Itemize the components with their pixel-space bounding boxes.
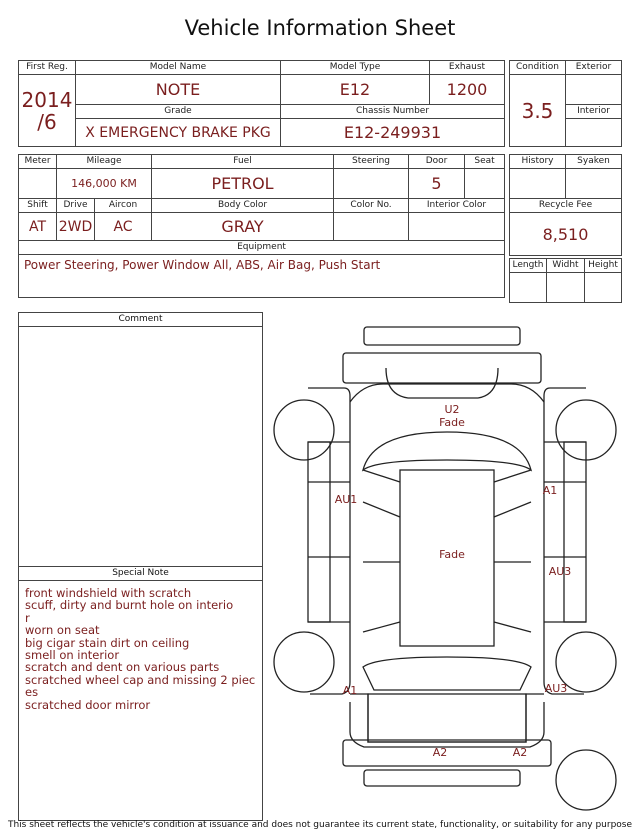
equipment-label: Equipment xyxy=(19,241,505,255)
first-reg-label: First Reg. xyxy=(19,61,76,75)
special-note-line: scratched door mirror xyxy=(25,697,151,712)
mark-roof-rear-code: U2 xyxy=(444,403,460,416)
condition-label: Condition xyxy=(510,61,566,75)
rear-bumper xyxy=(364,327,520,345)
steering-value xyxy=(334,169,409,199)
spare-wheel xyxy=(556,750,616,810)
meter-value xyxy=(19,169,57,199)
special-note-line: r xyxy=(25,610,30,625)
hood-outline xyxy=(350,694,544,742)
left-side-panel xyxy=(308,442,330,622)
rear-window xyxy=(363,432,531,470)
condition-value: 3.5 xyxy=(510,75,566,147)
mileage-label: Mileage xyxy=(57,155,152,169)
rear-left-wheel xyxy=(274,400,334,460)
body-top-outline xyxy=(350,384,544,402)
left-cabin-lines xyxy=(363,502,400,632)
special-note-label: Special Note xyxy=(19,567,262,581)
dimensions-table xyxy=(509,258,622,303)
chassis-number-value: E12-249931 xyxy=(281,119,505,147)
seat-label: Seat xyxy=(465,155,505,169)
door-label: Door xyxy=(409,155,465,169)
disclaimer-footer: This sheet reflects the vehicle's condition at issuance and does not guarantee its current state, functionality, or suitability for any purpose xyxy=(7,820,633,830)
mark-roof-rear-desc: Fade xyxy=(439,416,465,429)
recycle-fee-value: 8,510 xyxy=(510,213,622,256)
body-color-value: GRAY xyxy=(152,213,334,241)
chassis-number-label: Chassis Number xyxy=(281,105,505,119)
exterior-label: Exterior xyxy=(566,61,622,75)
shift-label: Shift xyxy=(19,199,57,213)
fuel-value: PETROL xyxy=(152,169,334,199)
mark-front-right: A2 xyxy=(512,746,528,759)
length-label: Length xyxy=(510,259,547,273)
right-cabin-lines xyxy=(494,502,531,632)
recycle-fee-label: Recycle Fee xyxy=(510,199,622,213)
exterior-value xyxy=(566,75,622,105)
length-value xyxy=(510,273,547,303)
aircon-value: AC xyxy=(95,213,152,241)
exhaust-label: Exhaust xyxy=(430,61,505,75)
special-note-line: smell on interior xyxy=(25,648,120,663)
right-door-lines xyxy=(544,442,586,622)
rear-panel xyxy=(343,353,541,383)
model-name-value: NOTE xyxy=(76,75,281,105)
condition-table xyxy=(509,60,622,147)
front-lip xyxy=(364,770,520,786)
left-side-outline xyxy=(308,388,350,694)
mileage-value: 146,000 KM xyxy=(57,169,152,199)
fuel-label: Fuel xyxy=(152,155,334,169)
mark-right-mid: AU3 xyxy=(548,565,572,578)
special-note-line: worn on seat xyxy=(25,623,100,638)
height-label: Height xyxy=(585,259,622,273)
model-type-label: Model Type xyxy=(281,61,430,75)
width-label: Widht xyxy=(547,259,585,273)
syaken-label: Syaken xyxy=(566,155,622,169)
equipment-value: Power Steering, Power Window All, ABS, Air Bag, Push Start xyxy=(19,255,505,298)
right-pillar xyxy=(494,470,531,482)
steering-label: Steering xyxy=(334,155,409,169)
first-reg-value xyxy=(19,75,76,147)
special-note-line: scratched wheel cap and missing 2 piec xyxy=(25,672,256,687)
height-value xyxy=(585,273,622,303)
mark-roof-rear xyxy=(432,403,472,429)
vehicle-info-table xyxy=(18,60,505,147)
syaken-value xyxy=(566,169,622,199)
comment-box xyxy=(18,312,263,567)
mark-left-lower: A1 xyxy=(342,684,358,697)
special-note-line: scratch and dent on various parts xyxy=(25,660,220,675)
left-door-lines xyxy=(308,442,350,622)
model-type-value: E12 xyxy=(281,75,430,105)
seat-value xyxy=(465,169,505,199)
special-note-line: scuff, dirty and burnt hole on interio xyxy=(25,598,234,613)
aircon-label: Aircon xyxy=(95,199,152,213)
right-side-outline xyxy=(544,388,586,694)
door-value: 5 xyxy=(409,169,465,199)
special-note-line: big cigar stain dirt on ceiling xyxy=(25,635,190,650)
model-name-label: Model Name xyxy=(76,61,281,75)
interior-value xyxy=(566,119,622,147)
interior-label: Interior xyxy=(566,105,622,119)
special-note-box xyxy=(18,566,263,821)
vehicle-spec-table xyxy=(18,154,505,298)
right-side-panel xyxy=(564,442,586,622)
drive-value: 2WD xyxy=(57,213,95,241)
interior-color-label: Interior Color xyxy=(409,199,505,213)
history-value xyxy=(510,169,566,199)
special-note-list xyxy=(19,581,262,711)
front-windshield xyxy=(363,657,531,690)
first-reg-year: 2014 xyxy=(21,87,73,112)
color-no-value xyxy=(334,213,409,241)
first-reg-month: /6 xyxy=(37,109,57,134)
body-color-label: Body Color xyxy=(152,199,334,213)
mark-right-upper: A1 xyxy=(542,484,558,497)
grade-value: X EMERGENCY BRAKE PKG xyxy=(76,119,281,147)
special-note-line: front windshield with scratch xyxy=(25,586,192,600)
mark-right-lower: AU3 xyxy=(544,682,568,695)
comment-label: Comment xyxy=(19,313,262,327)
interior-color-value xyxy=(409,213,505,241)
mark-front-left: A2 xyxy=(432,746,448,759)
drive-label: Drive xyxy=(57,199,95,213)
shift-value: AT xyxy=(19,213,57,241)
history-table xyxy=(509,154,622,256)
grade-label: Grade xyxy=(76,105,281,119)
exhaust-value: 1200 xyxy=(430,75,505,105)
color-no-label: Color No. xyxy=(334,199,409,213)
page-title: Vehicle Information Sheet xyxy=(184,16,456,40)
history-label: History xyxy=(510,155,566,169)
mark-left-upper: AU1 xyxy=(334,493,358,506)
left-pillar xyxy=(363,470,400,482)
hood xyxy=(368,694,526,742)
special-note-line: es xyxy=(25,685,39,700)
width-value xyxy=(547,273,585,303)
front-left-wheel xyxy=(274,632,334,692)
mark-center: Fade xyxy=(439,548,465,561)
meter-label: Meter xyxy=(19,155,57,169)
